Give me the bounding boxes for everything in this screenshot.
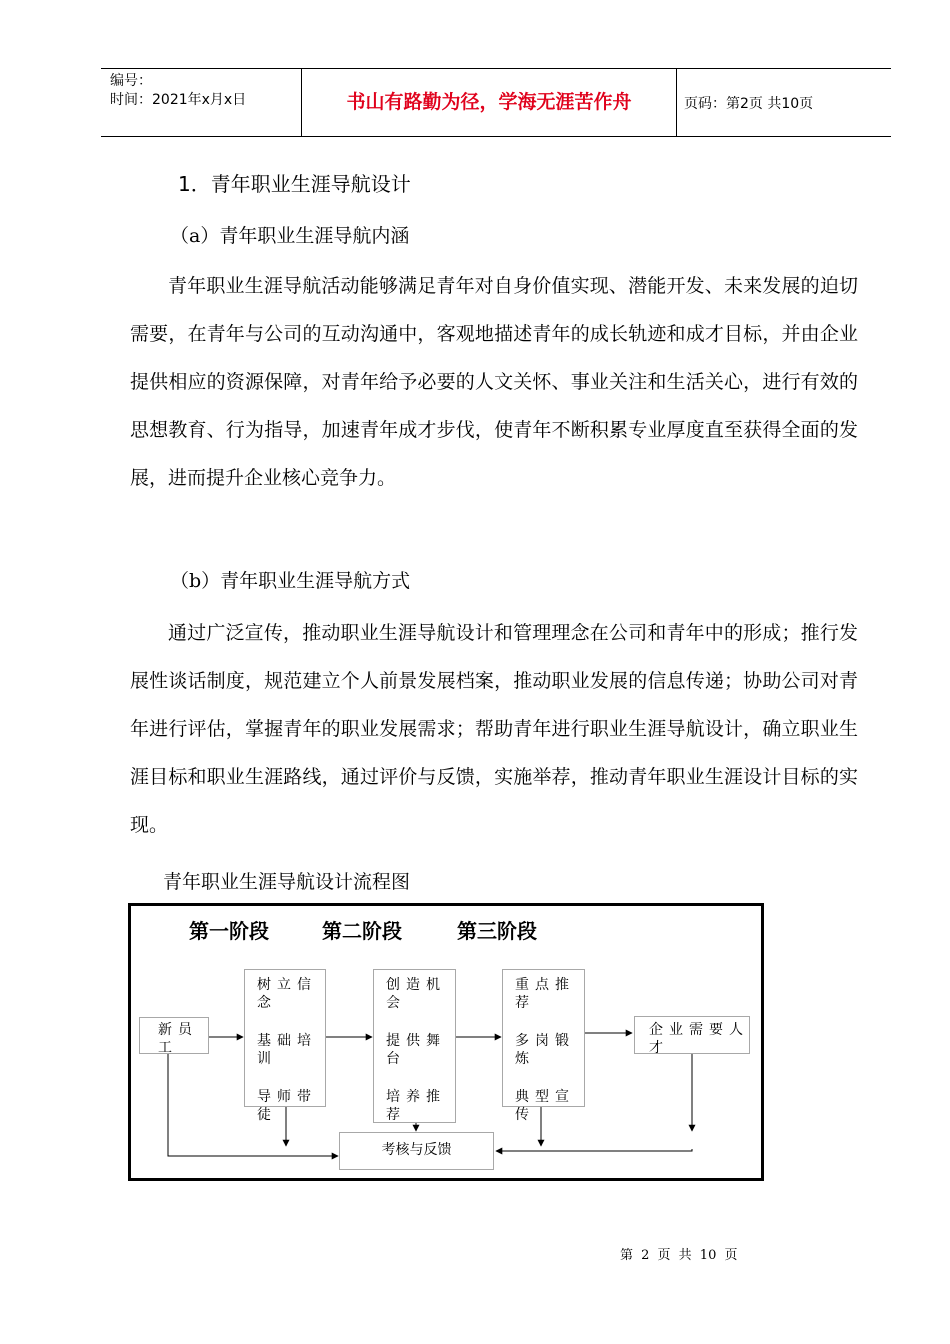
stage-1-item-1: 树立信念 — [257, 977, 317, 1011]
stage-1-item-2: 基础培训 — [257, 1033, 317, 1067]
feedback-label: 考核与反馈 — [381, 1142, 452, 1158]
header-date-label: 时间：2021年x月x日 — [110, 92, 247, 108]
stage-1-item-3: 导师带徒 — [257, 1089, 317, 1123]
stage-2-item-1: 创造机会 — [386, 977, 446, 1011]
paragraph-b: 通过广泛宣传，推动职业生涯导航设计和管理理念在公司和青年中的形成；推行发展性谈话制度，规范建立个人前景发展档案，推动职业发展的信息传递；协助公司对青年进行评估，掌握青年的职业发展需求；帮助青年进行职业生涯导航设计，确立职业生涯目标和职业生涯路线，通过评价与反馈，实施举荐，推动青年职业生涯设计目标的实现。 — [130, 622, 858, 836]
section-heading: 1．青年职业生涯导航设计 — [178, 172, 411, 196]
stage-3-item-3: 典型宣传 — [515, 1089, 575, 1123]
stage-1-label: 第一阶段 — [189, 919, 269, 943]
flowchart-caption: 青年职业生涯导航设计流程图 — [163, 871, 411, 893]
stage-2-item-2: 提供舞台 — [386, 1033, 446, 1067]
stage-2-label: 第二阶段 — [322, 919, 402, 943]
talent-label: 企业需要人才 — [649, 1022, 749, 1056]
header-motto: 书山有路勤为径，学海无涯苦作舟 — [346, 91, 632, 113]
new-employee-label: 新员工 — [158, 1022, 198, 1056]
stage-2-item-3: 培养推荐 — [386, 1089, 446, 1123]
subheading-b: （b）青年职业生涯导航方式 — [170, 570, 411, 592]
header-page-label: 页码：第2页 共10页 — [684, 96, 814, 112]
subheading-a: （a）青年职业生涯导航内涵 — [170, 225, 410, 247]
paragraph-a: 青年职业生涯导航活动能够满足青年对自身价值实现、潜能开发、未来发展的迫切需要，在青年与公司的互动沟通中，客观地描述青年的成长轨迹和成才目标，并由企业提供相应的资源保障，对青年给予必要的人文关怀、事业关注和生活关心，进行有效的思想教育、行为指导，加速青年成才步伐，使青年不断积累专业厚度直至获得全面的发展，进而提升企业核心竞争力。 — [130, 275, 858, 489]
header-number-label: 编号： — [110, 73, 152, 89]
stage-3-item-2: 多岗锻炼 — [515, 1033, 575, 1067]
stage-3-label: 第三阶段 — [457, 919, 537, 943]
page-footer: 第 2 页 共 10 页 — [620, 1248, 738, 1263]
stage-3-item-1: 重点推荐 — [515, 977, 575, 1011]
